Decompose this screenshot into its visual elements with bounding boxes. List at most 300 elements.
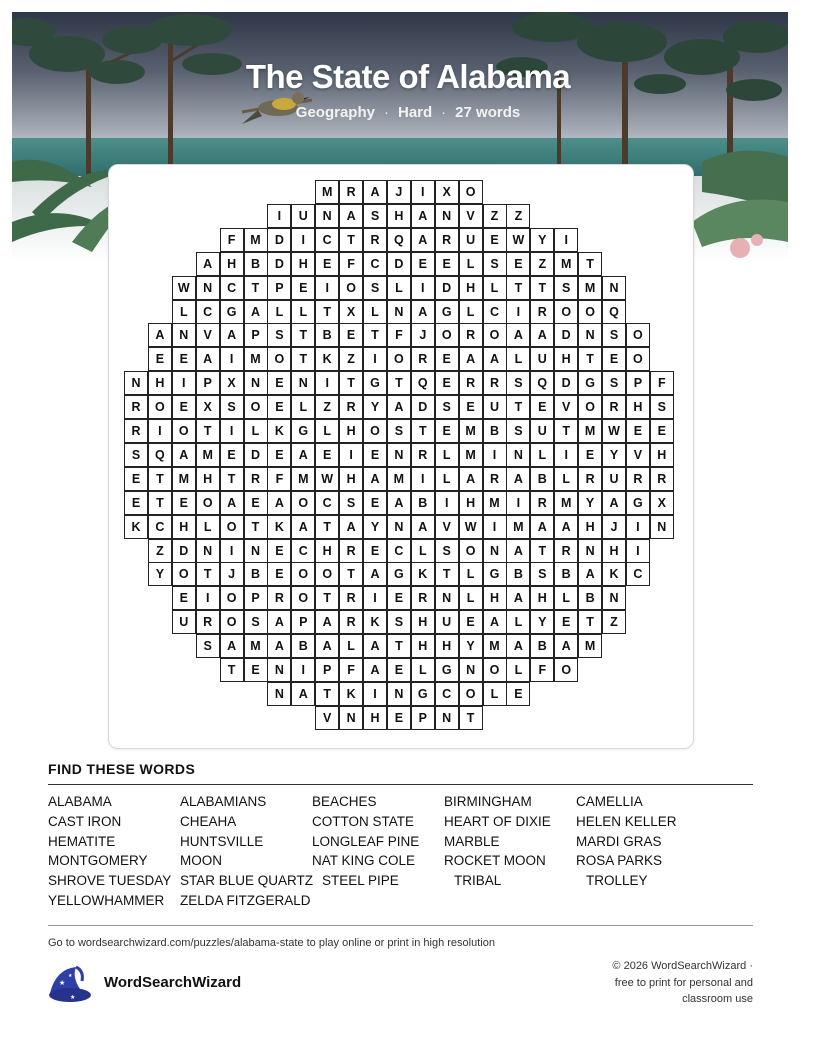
grid-cell[interactable]: E xyxy=(244,491,268,515)
grid-cell[interactable]: A xyxy=(578,562,602,586)
grid-cell[interactable]: E xyxy=(267,562,291,586)
grid-cell[interactable]: O xyxy=(196,491,220,515)
grid-cell[interactable]: E xyxy=(220,443,244,467)
grid-cell[interactable]: R xyxy=(363,228,387,252)
grid-cell[interactable]: R xyxy=(578,467,602,491)
grid-cell[interactable]: K xyxy=(602,562,626,586)
grid-cell[interactable]: L xyxy=(483,682,507,706)
grid-cell[interactable]: H xyxy=(435,634,459,658)
grid-cell[interactable]: Z xyxy=(339,347,363,371)
grid-cell[interactable]: R xyxy=(530,491,554,515)
grid-cell[interactable]: C xyxy=(291,539,315,563)
grid-cell[interactable]: E xyxy=(459,610,483,634)
grid-cell[interactable]: H xyxy=(315,539,339,563)
grid-cell[interactable]: A xyxy=(339,515,363,539)
grid-cell[interactable]: H xyxy=(291,252,315,276)
grid-cell[interactable]: N xyxy=(387,443,411,467)
grid-cell[interactable]: B xyxy=(315,323,339,347)
grid-cell[interactable]: R xyxy=(339,180,363,204)
grid-cell[interactable]: D xyxy=(267,228,291,252)
grid-cell[interactable]: E xyxy=(363,491,387,515)
grid-cell[interactable]: Y xyxy=(530,228,554,252)
grid-cell[interactable]: M xyxy=(172,467,196,491)
grid-cell[interactable]: T xyxy=(530,539,554,563)
grid-cell[interactable]: O xyxy=(554,658,578,682)
grid-cell[interactable]: B xyxy=(554,562,578,586)
grid-cell[interactable]: A xyxy=(363,658,387,682)
grid-cell[interactable]: E xyxy=(124,491,148,515)
grid-cell[interactable]: A xyxy=(196,347,220,371)
grid-cell[interactable]: R xyxy=(411,586,435,610)
grid-cell[interactable]: O xyxy=(267,347,291,371)
grid-cell[interactable]: Q xyxy=(387,228,411,252)
grid-cell[interactable]: L xyxy=(459,300,483,324)
grid-cell[interactable]: O xyxy=(315,562,339,586)
grid-cell[interactable]: G xyxy=(220,300,244,324)
grid-cell[interactable]: O xyxy=(220,515,244,539)
grid-cell[interactable]: E xyxy=(363,539,387,563)
grid-cell[interactable]: H xyxy=(363,706,387,730)
grid-cell[interactable]: E xyxy=(363,443,387,467)
grid-cell[interactable]: N xyxy=(124,371,148,395)
grid-cell[interactable]: A xyxy=(530,323,554,347)
grid-cell[interactable]: I xyxy=(506,300,530,324)
grid-cell[interactable]: Z xyxy=(483,204,507,228)
grid-cell[interactable]: T xyxy=(315,300,339,324)
grid-cell[interactable]: W xyxy=(172,276,196,300)
grid-cell[interactable]: N xyxy=(602,276,626,300)
grid-cell[interactable]: T xyxy=(220,658,244,682)
grid-cell[interactable]: U xyxy=(483,395,507,419)
grid-cell[interactable]: K xyxy=(315,347,339,371)
grid-cell[interactable]: E xyxy=(244,658,268,682)
grid-cell[interactable]: P xyxy=(196,371,220,395)
grid-cell[interactable]: L xyxy=(411,658,435,682)
grid-cell[interactable]: I xyxy=(315,276,339,300)
grid-cell[interactable]: M xyxy=(483,491,507,515)
grid-cell[interactable]: B xyxy=(483,419,507,443)
grid-cell[interactable]: G xyxy=(411,682,435,706)
grid-cell[interactable]: T xyxy=(291,323,315,347)
grid-cell[interactable]: E xyxy=(650,419,674,443)
grid-cell[interactable]: Q xyxy=(530,371,554,395)
grid-cell[interactable]: P xyxy=(291,610,315,634)
grid-cell[interactable]: O xyxy=(483,323,507,347)
grid-cell[interactable]: O xyxy=(244,395,268,419)
grid-cell[interactable]: N xyxy=(387,300,411,324)
grid-cell[interactable]: U xyxy=(602,467,626,491)
grid-cell[interactable]: T xyxy=(363,323,387,347)
grid-cell[interactable]: L xyxy=(315,419,339,443)
grid-cell[interactable]: N xyxy=(602,586,626,610)
grid-cell[interactable]: I xyxy=(196,586,220,610)
grid-cell[interactable]: R xyxy=(411,347,435,371)
grid-cell[interactable]: P xyxy=(244,586,268,610)
grid-cell[interactable]: R xyxy=(435,228,459,252)
grid-cell[interactable]: H xyxy=(387,204,411,228)
grid-cell[interactable]: V xyxy=(435,515,459,539)
grid-cell[interactable]: S xyxy=(124,443,148,467)
grid-cell[interactable]: R xyxy=(124,419,148,443)
grid-cell[interactable]: O xyxy=(483,658,507,682)
grid-cell[interactable]: Z xyxy=(506,204,530,228)
grid-cell[interactable]: R xyxy=(267,586,291,610)
grid-cell[interactable]: O xyxy=(291,586,315,610)
grid-cell[interactable]: J xyxy=(411,323,435,347)
grid-cell[interactable]: I xyxy=(363,586,387,610)
grid-cell[interactable]: I xyxy=(626,539,650,563)
grid-cell[interactable]: T xyxy=(244,515,268,539)
grid-cell[interactable]: K xyxy=(339,682,363,706)
grid-cell[interactable]: M xyxy=(244,634,268,658)
grid-cell[interactable]: E xyxy=(267,443,291,467)
grid-cell[interactable]: F xyxy=(530,658,554,682)
grid-cell[interactable]: U xyxy=(530,419,554,443)
grid-cell[interactable]: G xyxy=(291,419,315,443)
grid-cell[interactable]: N xyxy=(172,323,196,347)
grid-cell[interactable]: B xyxy=(244,252,268,276)
grid-cell[interactable]: A xyxy=(291,682,315,706)
grid-cell[interactable]: A xyxy=(339,204,363,228)
grid-cell[interactable]: V xyxy=(626,443,650,467)
grid-cell[interactable]: N xyxy=(339,706,363,730)
grid-cell[interactable]: W xyxy=(602,419,626,443)
grid-cell[interactable]: O xyxy=(387,347,411,371)
grid-cell[interactable]: T xyxy=(244,276,268,300)
grid-cell[interactable]: G xyxy=(363,371,387,395)
grid-cell[interactable]: N xyxy=(267,658,291,682)
grid-cell[interactable]: E xyxy=(387,706,411,730)
grid-cell[interactable]: H xyxy=(339,467,363,491)
grid-cell[interactable]: Z xyxy=(315,395,339,419)
grid-cell[interactable]: C xyxy=(220,276,244,300)
grid-cell[interactable]: R xyxy=(459,371,483,395)
grid-cell[interactable]: I xyxy=(291,228,315,252)
grid-cell[interactable]: T xyxy=(339,562,363,586)
grid-cell[interactable]: D xyxy=(267,252,291,276)
grid-cell[interactable]: O xyxy=(554,300,578,324)
grid-cell[interactable]: I xyxy=(172,371,196,395)
grid-cell[interactable]: T xyxy=(220,467,244,491)
grid-cell[interactable]: P xyxy=(267,276,291,300)
grid-cell[interactable]: T xyxy=(196,419,220,443)
grid-cell[interactable]: F xyxy=(339,252,363,276)
grid-cell[interactable]: N xyxy=(435,586,459,610)
grid-cell[interactable]: R xyxy=(339,586,363,610)
grid-cell[interactable]: O xyxy=(435,323,459,347)
grid-cell[interactable]: O xyxy=(363,419,387,443)
grid-cell[interactable]: E xyxy=(339,323,363,347)
grid-cell[interactable]: L xyxy=(244,419,268,443)
grid-cell[interactable]: M xyxy=(291,467,315,491)
grid-cell[interactable]: Q xyxy=(602,300,626,324)
grid-cell[interactable]: E xyxy=(267,539,291,563)
grid-cell[interactable]: S xyxy=(339,491,363,515)
grid-cell[interactable]: L xyxy=(530,443,554,467)
grid-cell[interactable]: I xyxy=(267,204,291,228)
grid-cell[interactable]: O xyxy=(172,562,196,586)
grid-cell[interactable]: T xyxy=(530,276,554,300)
grid-cell[interactable]: G xyxy=(435,300,459,324)
grid-cell[interactable]: A xyxy=(267,634,291,658)
grid-cell[interactable]: A xyxy=(363,467,387,491)
grid-cell[interactable]: J xyxy=(220,562,244,586)
grid-cell[interactable]: P xyxy=(626,371,650,395)
grid-cell[interactable]: I xyxy=(315,371,339,395)
grid-cell[interactable]: G xyxy=(626,491,650,515)
grid-cell[interactable]: T xyxy=(554,419,578,443)
grid-cell[interactable]: E xyxy=(506,252,530,276)
grid-cell[interactable]: O xyxy=(291,562,315,586)
grid-cell[interactable]: Q xyxy=(148,443,172,467)
grid-cell[interactable]: T xyxy=(578,347,602,371)
grid-cell[interactable]: K xyxy=(363,610,387,634)
grid-cell[interactable]: H xyxy=(411,634,435,658)
grid-cell[interactable]: D xyxy=(554,323,578,347)
grid-cell[interactable]: V xyxy=(196,323,220,347)
grid-cell[interactable]: A xyxy=(483,347,507,371)
grid-cell[interactable]: E xyxy=(435,371,459,395)
grid-cell[interactable]: D xyxy=(411,395,435,419)
grid-cell[interactable]: E xyxy=(435,419,459,443)
grid-cell[interactable]: G xyxy=(435,658,459,682)
grid-cell[interactable]: R xyxy=(602,395,626,419)
grid-cell[interactable]: L xyxy=(554,586,578,610)
grid-cell[interactable]: E xyxy=(315,443,339,467)
grid-cell[interactable]: X xyxy=(650,491,674,515)
grid-cell[interactable]: H xyxy=(483,586,507,610)
grid-cell[interactable]: N xyxy=(435,204,459,228)
grid-cell[interactable]: N xyxy=(387,682,411,706)
grid-cell[interactable]: S xyxy=(650,395,674,419)
grid-cell[interactable]: L xyxy=(435,467,459,491)
grid-cell[interactable]: A xyxy=(244,300,268,324)
grid-cell[interactable]: E xyxy=(387,658,411,682)
grid-cell[interactable]: C xyxy=(148,515,172,539)
grid-cell[interactable]: X xyxy=(339,300,363,324)
grid-cell[interactable]: Z xyxy=(530,252,554,276)
grid-cell[interactable]: N xyxy=(387,515,411,539)
grid-cell[interactable]: Y xyxy=(148,562,172,586)
grid-cell[interactable]: C xyxy=(483,300,507,324)
grid-cell[interactable]: B xyxy=(244,562,268,586)
grid-cell[interactable]: A xyxy=(554,634,578,658)
grid-cell[interactable]: E xyxy=(626,419,650,443)
grid-cell[interactable]: E xyxy=(506,682,530,706)
grid-cell[interactable]: O xyxy=(220,610,244,634)
grid-cell[interactable]: N xyxy=(459,658,483,682)
grid-cell[interactable]: U xyxy=(435,610,459,634)
grid-cell[interactable]: A xyxy=(411,515,435,539)
grid-cell[interactable]: N xyxy=(291,371,315,395)
grid-cell[interactable]: T xyxy=(339,228,363,252)
grid-cell[interactable]: N xyxy=(483,539,507,563)
grid-cell[interactable]: E xyxy=(267,395,291,419)
grid-cell[interactable]: I xyxy=(220,347,244,371)
grid-cell[interactable]: T xyxy=(315,586,339,610)
grid-cell[interactable]: N xyxy=(578,323,602,347)
grid-cell[interactable]: L xyxy=(506,658,530,682)
grid-cell[interactable]: F xyxy=(339,658,363,682)
grid-cell[interactable]: T xyxy=(387,634,411,658)
grid-cell[interactable]: S xyxy=(435,395,459,419)
grid-cell[interactable]: A xyxy=(387,491,411,515)
grid-cell[interactable]: N xyxy=(196,276,220,300)
grid-cell[interactable]: S xyxy=(530,562,554,586)
grid-cell[interactable]: I xyxy=(220,539,244,563)
grid-cell[interactable]: M xyxy=(459,443,483,467)
grid-cell[interactable]: S xyxy=(387,419,411,443)
grid-cell[interactable]: R xyxy=(483,371,507,395)
grid-cell[interactable]: A xyxy=(267,491,291,515)
grid-cell[interactable]: A xyxy=(315,610,339,634)
grid-cell[interactable]: L xyxy=(506,347,530,371)
brand-name[interactable]: WordSearchWizard xyxy=(104,974,242,991)
grid-cell[interactable]: N xyxy=(578,539,602,563)
grid-cell[interactable]: A xyxy=(220,634,244,658)
grid-cell[interactable]: E xyxy=(315,252,339,276)
grid-cell[interactable]: B xyxy=(530,467,554,491)
grid-cell[interactable]: A xyxy=(506,323,530,347)
grid-cell[interactable]: G xyxy=(483,562,507,586)
grid-cell[interactable]: K xyxy=(411,562,435,586)
grid-cell[interactable]: U xyxy=(172,610,196,634)
grid-cell[interactable]: W xyxy=(459,515,483,539)
grid-cell[interactable]: M xyxy=(554,491,578,515)
grid-cell[interactable]: L xyxy=(411,539,435,563)
grid-cell[interactable]: E xyxy=(291,276,315,300)
grid-cell[interactable]: V xyxy=(459,204,483,228)
grid-cell[interactable]: R xyxy=(483,467,507,491)
grid-cell[interactable]: I xyxy=(363,347,387,371)
grid-cell[interactable]: A xyxy=(483,610,507,634)
grid-cell[interactable]: Y xyxy=(363,515,387,539)
grid-cell[interactable]: L xyxy=(267,300,291,324)
grid-cell[interactable]: T xyxy=(291,347,315,371)
grid-cell[interactable]: H xyxy=(530,586,554,610)
grid-cell[interactable]: A xyxy=(506,634,530,658)
grid-cell[interactable]: C xyxy=(363,252,387,276)
footer-link-text[interactable]: Go to wordsearchwizard.com/puzzles/alabama-state to play online or print in high resolution xyxy=(48,937,495,949)
grid-cell[interactable]: Y xyxy=(459,634,483,658)
grid-cell[interactable]: Y xyxy=(602,443,626,467)
grid-cell[interactable]: E xyxy=(124,467,148,491)
grid-cell[interactable]: R xyxy=(196,610,220,634)
grid-cell[interactable]: S xyxy=(506,419,530,443)
grid-cell[interactable]: A xyxy=(363,562,387,586)
grid-cell[interactable]: I xyxy=(411,467,435,491)
grid-cell[interactable]: L xyxy=(459,252,483,276)
grid-cell[interactable]: S xyxy=(220,395,244,419)
grid-cell[interactable]: A xyxy=(411,204,435,228)
grid-cell[interactable]: E xyxy=(172,586,196,610)
grid-cell[interactable]: I xyxy=(363,682,387,706)
grid-cell[interactable]: H xyxy=(172,515,196,539)
grid-cell[interactable]: B xyxy=(291,634,315,658)
grid-cell[interactable]: A xyxy=(459,347,483,371)
grid-cell[interactable]: H xyxy=(339,419,363,443)
grid-cell[interactable]: M xyxy=(196,443,220,467)
grid-cell[interactable]: V xyxy=(554,395,578,419)
grid-cell[interactable]: N xyxy=(435,706,459,730)
grid-cell[interactable]: E xyxy=(435,347,459,371)
grid-cell[interactable]: E xyxy=(483,228,507,252)
grid-cell[interactable]: J xyxy=(387,180,411,204)
grid-cell[interactable]: O xyxy=(148,395,172,419)
grid-cell[interactable]: D xyxy=(172,539,196,563)
grid-cell[interactable]: O xyxy=(291,491,315,515)
grid-cell[interactable]: L xyxy=(339,634,363,658)
grid-cell[interactable]: T xyxy=(315,682,339,706)
grid-cell[interactable]: U xyxy=(291,204,315,228)
grid-cell[interactable]: A xyxy=(602,491,626,515)
grid-cell[interactable]: L xyxy=(506,610,530,634)
grid-cell[interactable]: E xyxy=(435,252,459,276)
grid-cell[interactable]: T xyxy=(387,371,411,395)
grid-cell[interactable]: J xyxy=(602,515,626,539)
grid-cell[interactable]: M xyxy=(554,252,578,276)
grid-cell[interactable]: Z xyxy=(602,610,626,634)
grid-cell[interactable]: X xyxy=(435,180,459,204)
grid-cell[interactable]: E xyxy=(172,491,196,515)
grid-cell[interactable]: L xyxy=(459,586,483,610)
grid-cell[interactable]: M xyxy=(387,467,411,491)
grid-cell[interactable]: T xyxy=(148,467,172,491)
grid-cell[interactable]: N xyxy=(650,515,674,539)
grid-cell[interactable]: A xyxy=(363,180,387,204)
grid-cell[interactable]: A xyxy=(196,252,220,276)
grid-cell[interactable]: H xyxy=(578,515,602,539)
grid-cell[interactable]: I xyxy=(220,419,244,443)
grid-cell[interactable]: A xyxy=(387,395,411,419)
grid-cell[interactable]: R xyxy=(339,395,363,419)
grid-cell[interactable]: K xyxy=(267,419,291,443)
grid-cell[interactable]: M xyxy=(506,515,530,539)
grid-cell[interactable]: O xyxy=(578,300,602,324)
grid-cell[interactable]: R xyxy=(124,395,148,419)
grid-cell[interactable]: E xyxy=(411,252,435,276)
grid-cell[interactable]: S xyxy=(244,610,268,634)
grid-cell[interactable]: I xyxy=(554,228,578,252)
grid-cell[interactable]: N xyxy=(196,539,220,563)
grid-cell[interactable]: A xyxy=(506,539,530,563)
grid-cell[interactable]: K xyxy=(267,515,291,539)
grid-cell[interactable]: T xyxy=(506,395,530,419)
grid-cell[interactable]: T xyxy=(435,562,459,586)
grid-cell[interactable]: R xyxy=(650,467,674,491)
grid-cell[interactable]: L xyxy=(363,300,387,324)
grid-cell[interactable]: S xyxy=(602,371,626,395)
grid-cell[interactable]: F xyxy=(650,371,674,395)
grid-cell[interactable]: E xyxy=(387,586,411,610)
grid-cell[interactable]: F xyxy=(220,228,244,252)
grid-cell[interactable]: E xyxy=(172,395,196,419)
grid-cell[interactable]: T xyxy=(196,562,220,586)
grid-cell[interactable]: A xyxy=(172,443,196,467)
grid-cell[interactable]: F xyxy=(267,467,291,491)
grid-cell[interactable]: K xyxy=(124,515,148,539)
grid-cell[interactable]: L xyxy=(435,443,459,467)
grid-cell[interactable]: A xyxy=(291,443,315,467)
grid-cell[interactable]: S xyxy=(506,371,530,395)
grid-cell[interactable]: O xyxy=(626,323,650,347)
grid-cell[interactable]: O xyxy=(459,180,483,204)
grid-cell[interactable]: M xyxy=(483,634,507,658)
grid-cell[interactable]: C xyxy=(196,300,220,324)
grid-cell[interactable]: E xyxy=(148,347,172,371)
grid-cell[interactable]: L xyxy=(291,300,315,324)
grid-cell[interactable]: X xyxy=(196,395,220,419)
